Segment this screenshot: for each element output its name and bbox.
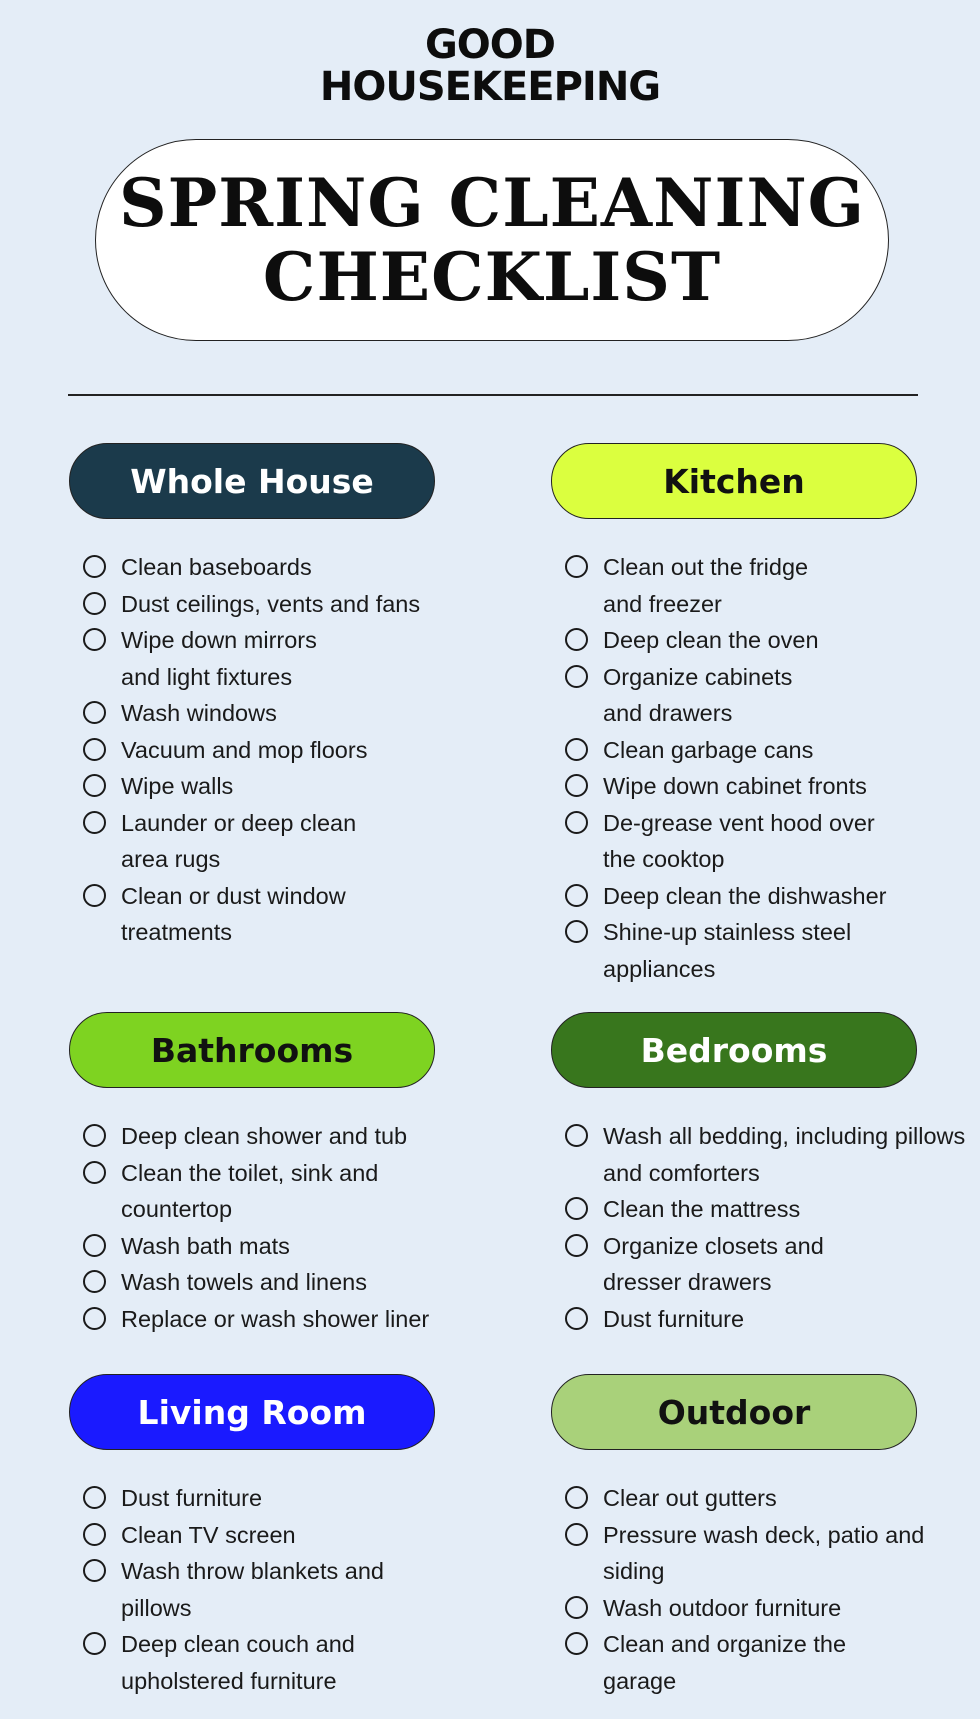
list-item[interactable]: [69, 1118, 435, 1155]
checkbox-circle-icon[interactable]: [83, 555, 106, 578]
item-label: Clean baseboards: [121, 554, 312, 580]
checkbox-circle-icon[interactable]: [565, 811, 588, 834]
item-label: Organize cabinets and drawers: [603, 663, 793, 726]
checkbox-circle-icon[interactable]: [565, 665, 588, 688]
checkbox-circle-icon[interactable]: [83, 774, 106, 797]
list-item[interactable]: [69, 1517, 435, 1554]
checkbox-circle-icon[interactable]: [83, 1124, 106, 1147]
item-label: Dust ceilings, vents and fans: [121, 590, 421, 617]
list-item[interactable]: [69, 1626, 421, 1699]
list-item[interactable]: [551, 1626, 918, 1699]
title-line-2: CHECKLIST: [262, 238, 722, 316]
checkbox-circle-icon[interactable]: [83, 1307, 106, 1330]
item-label: Clean and organize the garage: [603, 1631, 847, 1694]
checkbox-circle-icon[interactable]: [565, 1124, 588, 1147]
list-item[interactable]: [551, 914, 903, 987]
item-label: Clean out the fridge and freezer: [603, 554, 809, 617]
list-item[interactable]: [69, 1480, 435, 1517]
list-item[interactable]: [551, 1301, 917, 1338]
list-item[interactable]: [551, 659, 818, 732]
checklist-bedrooms: [551, 1118, 966, 1337]
section-living-room: [69, 1374, 435, 1699]
list-item[interactable]: [69, 805, 361, 878]
checkbox-circle-icon[interactable]: [83, 811, 106, 834]
checkbox-circle-icon[interactable]: [565, 1234, 588, 1257]
item-label: Deep clean couch and upholstered furniture: [121, 1631, 355, 1694]
section-heading-living-room: Living Room: [69, 1374, 435, 1450]
list-item[interactable]: [551, 1228, 893, 1301]
list-item[interactable]: [551, 1590, 917, 1627]
list-item[interactable]: [551, 1517, 948, 1590]
checkbox-circle-icon[interactable]: [83, 738, 106, 761]
list-item[interactable]: [69, 1264, 435, 1301]
checkbox-circle-icon[interactable]: [565, 1596, 588, 1619]
checkbox-circle-icon[interactable]: [565, 555, 588, 578]
list-item[interactable]: [551, 878, 973, 915]
item-label: Replace or wash shower liner: [121, 1305, 430, 1332]
item-label: Wipe down cabinet fronts: [603, 773, 867, 799]
title-line-1: SPRING CLEANING: [118, 164, 866, 242]
brand-logo: [0, 24, 980, 108]
checkbox-circle-icon[interactable]: [83, 628, 106, 651]
checkbox-circle-icon[interactable]: [83, 1161, 106, 1184]
item-label: Organize closets and dresser drawers: [603, 1232, 824, 1295]
list-item[interactable]: [69, 549, 435, 586]
list-item[interactable]: [69, 1301, 501, 1338]
list-item[interactable]: [69, 695, 435, 732]
checkbox-circle-icon[interactable]: [83, 701, 106, 724]
item-label: Clean garbage cans: [603, 736, 814, 763]
item-label: Wash all bedding, including pillows and comforters: [603, 1123, 966, 1186]
checklist-kitchen: [551, 549, 917, 987]
section-heading-bathrooms: Bathrooms: [69, 1012, 435, 1088]
checklist-living-room: [69, 1480, 435, 1699]
section-outdoor: [551, 1374, 925, 1699]
section-kitchen: [551, 443, 917, 987]
list-item[interactable]: [551, 1191, 917, 1228]
list-item[interactable]: [69, 732, 435, 769]
list-item[interactable]: [551, 768, 917, 805]
item-label: Clear out gutters: [603, 1485, 777, 1511]
checkbox-circle-icon[interactable]: [83, 884, 106, 907]
list-item[interactable]: [551, 805, 913, 878]
section-bathrooms: [69, 1012, 435, 1337]
section-bedrooms: [551, 1012, 966, 1337]
divider: [68, 394, 918, 396]
list-item[interactable]: [69, 1553, 451, 1626]
checkbox-circle-icon[interactable]: [565, 1523, 588, 1546]
list-item[interactable]: [69, 1155, 431, 1228]
page-title: [95, 139, 889, 341]
checkbox-circle-icon[interactable]: [565, 1632, 588, 1655]
checkbox-circle-icon[interactable]: [83, 1234, 106, 1257]
brand-line-2: HOUSEKEEPING: [319, 64, 661, 110]
list-item[interactable]: [69, 622, 321, 695]
checkbox-circle-icon[interactable]: [83, 1486, 106, 1509]
checkbox-circle-icon[interactable]: [83, 1523, 106, 1546]
section-heading-whole-house: Whole House: [69, 443, 435, 519]
checkbox-circle-icon[interactable]: [565, 920, 588, 943]
list-item[interactable]: [69, 586, 435, 623]
item-label: Dust furniture: [603, 1305, 745, 1332]
section-whole-house: [69, 443, 435, 951]
section-heading-bedrooms: Bedrooms: [551, 1012, 917, 1088]
item-label: Clean TV screen: [121, 1521, 296, 1548]
item-label: Deep clean the oven: [603, 627, 819, 653]
item-label: Wash bath mats: [121, 1232, 290, 1259]
item-label: Launder or deep clean area rugs: [121, 809, 357, 872]
list-item[interactable]: [69, 878, 366, 951]
checkbox-circle-icon[interactable]: [83, 1632, 106, 1655]
item-label: Vacuum and mop floors: [121, 736, 368, 763]
checkbox-circle-icon[interactable]: [83, 1559, 106, 1582]
list-item[interactable]: [69, 1228, 435, 1265]
item-label: Dust furniture: [121, 1485, 263, 1511]
checkbox-circle-icon[interactable]: [565, 1307, 588, 1330]
item-label: Deep clean the dishwasher: [603, 882, 887, 909]
section-heading-kitchen: Kitchen: [551, 443, 917, 519]
list-item[interactable]: [551, 1480, 917, 1517]
list-item[interactable]: [551, 1118, 980, 1191]
checkbox-circle-icon[interactable]: [565, 738, 588, 761]
item-label: De-grease vent hood over the cooktop: [603, 809, 875, 872]
checklist-bathrooms: [69, 1118, 435, 1337]
item-label: Wipe walls: [121, 773, 234, 799]
item-label: Wash throw blankets and pillows: [121, 1558, 384, 1621]
list-item[interactable]: [551, 732, 917, 769]
list-item[interactable]: [69, 768, 435, 805]
checkbox-circle-icon[interactable]: [565, 774, 588, 797]
list-item[interactable]: [551, 622, 917, 659]
item-label: Clean the mattress: [603, 1196, 801, 1222]
list-item[interactable]: [551, 549, 818, 622]
checkbox-circle-icon[interactable]: [565, 884, 588, 907]
item-label: Pressure wash deck, patio and siding: [603, 1521, 925, 1584]
item-label: Clean the toilet, sink and countertop: [121, 1159, 379, 1222]
checkbox-circle-icon[interactable]: [565, 1486, 588, 1509]
checklist-outdoor: [551, 1480, 925, 1699]
item-label: Wash towels and linens: [121, 1269, 368, 1295]
item-label: Wash windows: [121, 700, 277, 726]
checkbox-circle-icon[interactable]: [565, 628, 588, 651]
brand-line-1: GOOD: [424, 22, 556, 68]
checklist-whole-house: [69, 549, 435, 951]
checkbox-circle-icon[interactable]: [565, 1197, 588, 1220]
item-label: Wash outdoor furniture: [603, 1594, 842, 1621]
item-label: Clean or dust window treatments: [121, 882, 346, 945]
item-label: Wipe down mirrors and light fixtures: [121, 627, 317, 690]
section-heading-outdoor: Outdoor: [551, 1374, 917, 1450]
checkbox-circle-icon[interactable]: [83, 1270, 106, 1293]
item-label: Deep clean shower and tub: [121, 1123, 408, 1149]
item-label: Shine-up stainless steel appliances: [603, 919, 852, 982]
checkbox-circle-icon[interactable]: [83, 592, 106, 615]
